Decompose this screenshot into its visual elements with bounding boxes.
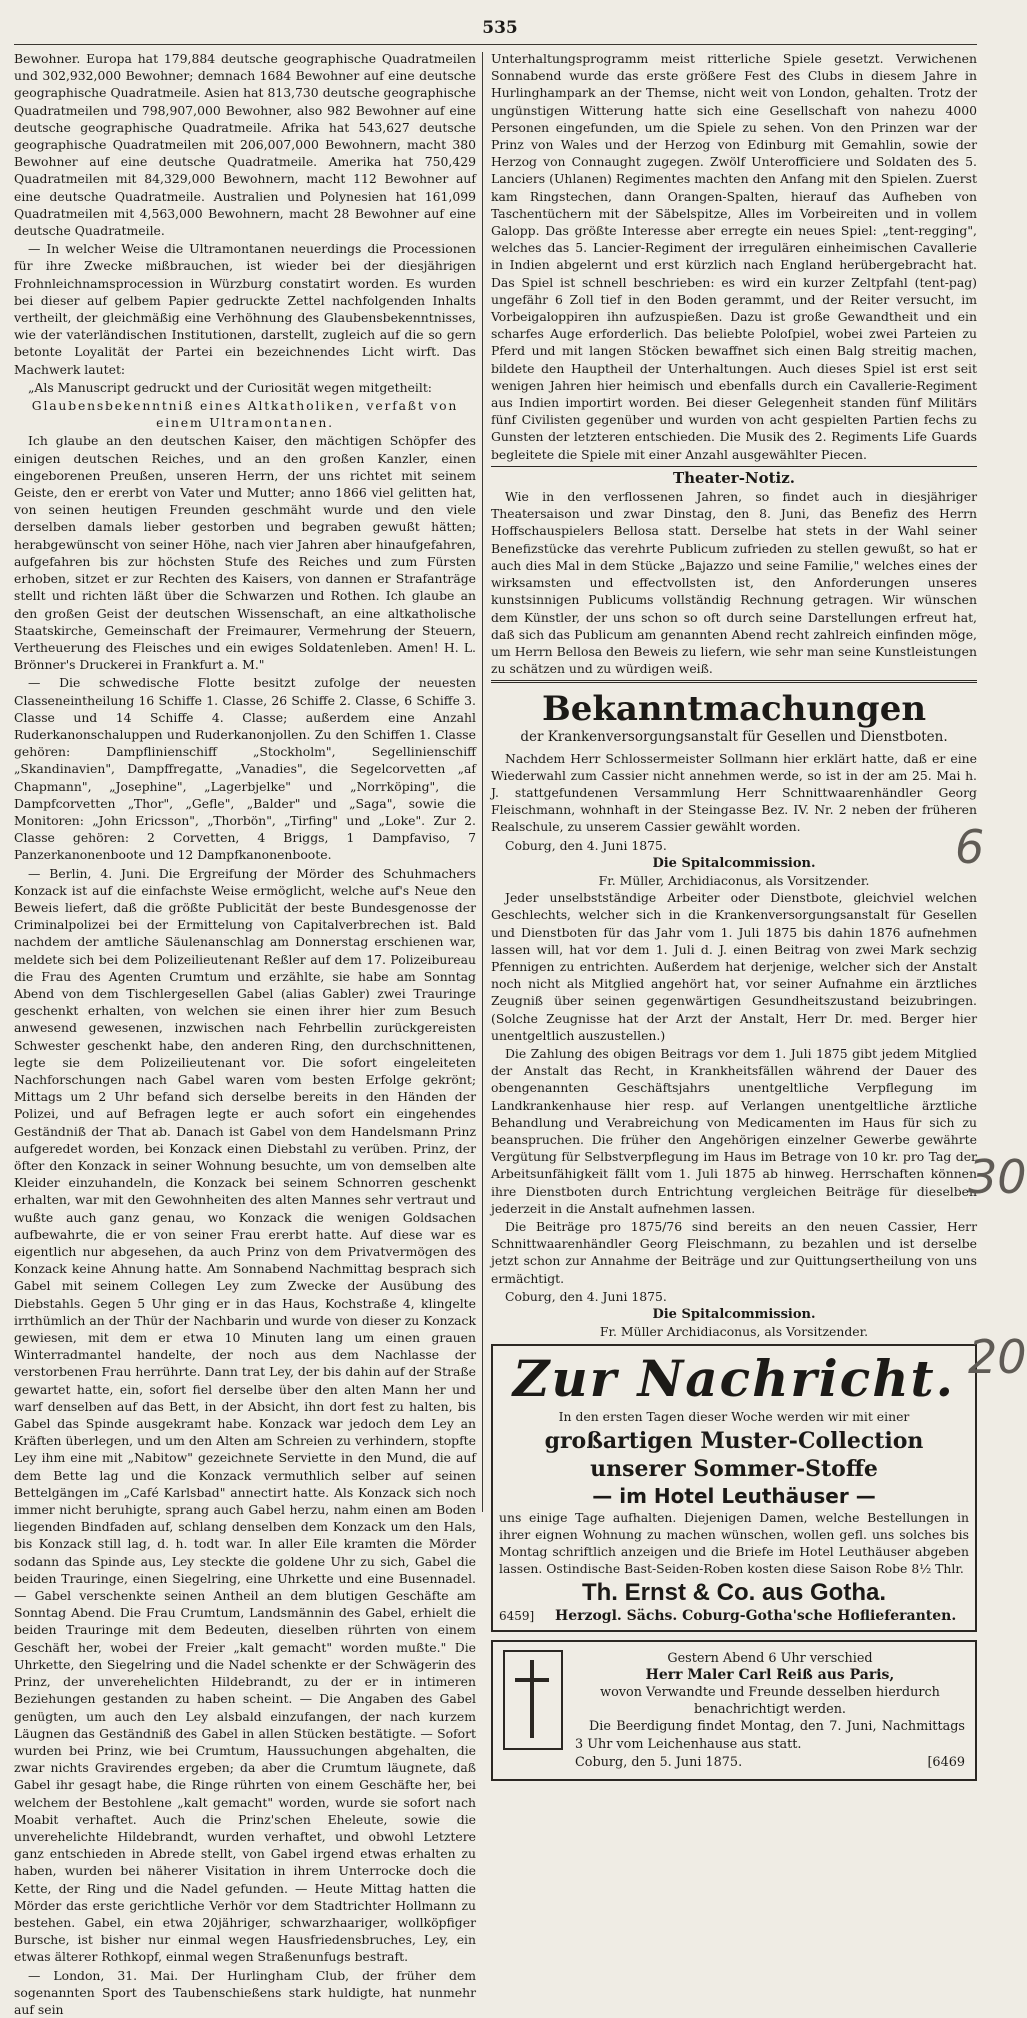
announcement-cashier: Nachdem Herr Schlossermeister Sollmann hier erklärt hatte, daß er eine Wiederwahl zum Cassier nicht annehmen werde, so ist in der am 25. Mai h. J. stattgefundenen Versammlung Herr Schnittwaarenhändler Georg Fleischmann, wohnhaft in der Steingasse Bez. IV. Nr. 2 neben der früheren Realschule, zu unserem Cassier gewählt worden. [491,750,977,835]
death-line-2: Herr Maler Carl Reiß aus Paris, [645,1666,895,1683]
announcement-signature-2: Die Spitalcommission. [652,1307,816,1323]
announcement-membership: Jeder unselbstständige Arbeiter oder Dienstbote, gleichviel welchen Geschlechts, welcher sich in die Krankenversorgungsanstalt für Gesellen und Dienstboten für das Jahr vom 1. Juli 1875 bis dahin 1876 aufnehmen lassen will, hat vor dem 1. Juli d. J. einen Beitrag von zwei Mark sechzig Pfennigen zu entrichten. Außerdem hat derjenige, welcher sich der Anstalt noch nicht als Mitglied angehört hat, vor seiner Aufnahme ein ärztliches Zeugniß über seinen gegenwärtigen Gesundheitszustand beizubringen. (Solche Zeugnisse hat der Arzt der Anstalt, Herr Dr. med. Berger hier unentgeltlich auszustellen.) [491,890,977,1043]
advertisement-firm: Th. Ernst & Co. aus Gotha. [581,1579,887,1607]
announcement-signature-1: Die Spitalcommission. [652,855,816,871]
death-line-4: Die Beerdigung findet Montag, den 7. Juni, Nachmittags 3 Uhr vom Leichenhause aus statt. [575,1719,965,1752]
announcements-heading: Bekanntmachungen [541,689,927,730]
announcement-signer-2: Fr. Müller Archidiaconus, als Vorsitzender. [599,1324,869,1340]
death-date: Coburg, den 5. Juni 1875. [575,1754,743,1770]
margin-note-2: 30 [968,1150,1027,1204]
column-divider [482,52,483,1512]
article-population: Bewohner. Europa hat 179,884 deutsche geographische Quadratmeilen und 302,932,000 Bewohner; demnach 1684 Bewohner auf eine deutsche geographische Quadratmeile. Asien hat 813,730 deutsche geographische Quadratmeilen und 798,907,000 Bewohner, also 982 Bewohner auf eine deutsche geographische Quadratmeile. Afrika hat 543,627 deutsche geographische Quadratmeilen mit 206,007,000 Bewohnern, macht 380 Bewohner auf eine deutsche Quadratmeile. Amerika hat 750,429 Quadratmeilen mit 84,329,000 Bewohnern, macht 112 Bewohner auf eine deutsche Quadratmeile. Australien und Polynesien hat 161,099 Quadratmeilen mit 4,563,000 Bewohnern, macht 28 Bewohner auf eine deutsche Quadratmeile. [14,51,476,239]
announcement-date-1: Coburg, den 4. Juni 1875. [505,837,667,853]
advertisement-line-1: In den ersten Tagen dieser Woche werden wir mit einer [558,1409,910,1425]
advertisement-hotel: — im Hotel Leuthäuser — [592,1483,876,1508]
article-berlin-murder: — Berlin, 4. Juni. Die Ergreifung der Mörder des Schuhmachers Konzack ist auf die einfachste Weise ermöglicht, welche auf's Neue den Beweis liefert, daß die größte Publicität der beste Bundesgenosse der Criminalpolizei bei der Ermittelung von Capitalverbrechen ist. Bald nachdem der amtliche Säulenanschlag am Donnerstag erschienen war, meldete sich bei dem Polizeilieutenant Reßler auf dem 17. Polizeibureau die Frau des Agenten Crumtum und erzählte, sie habe am Sonntag Abend von dem Tischlergesellen Gabel (alias Gabler) zwei Trauringe geschenkt erhalten, von welchen sie einen ihrer hier zum Besuch anwesend gewesenen, inzwischen nach Fehrbellin zurückgereisten Schwester geschenkt habe, den anderen Ring, den durchschnittenen, legte sie dem Polizeilieutenant vor. Die sofort eingeleiteten Nachforschungen nach Gabel waren vom besten Erfolge gekrönt; Mittags um 2 Uhr befand sich derselbe bereits in den Händen der Polizei, und auf Befragen legte er auch sofort ein eingehendes Geständniß der That ab. Danach ist Gabel von dem Handelsmann Prinz aufgeredet worden, bei Konzack einen Diebstahl zu verüben. Prinz, der öfter den Konzack in seiner Wohnung besuchte, um von demselben alte Kleider einzuhandeln, die Konzack bei seinem Schnorren geschenkt erhalten, war mit den Gewohnheiten des alten Mannes sehr vertraut und wußte auch ganz genau, wo Konzack die wenigen Goldsachen aufbewahrte, die er von seiner Frau ererbt hatte. Auf diese war es eigentlich nur abgesehen, da auch Prinz von dem Privatvermögen des Konzack keine Ahnung hatte. Am Sonnabend Nachmittag besprach sich Gabel mit seinem Collegen Ley zum Zwecke der Ausübung des Diebstahls. Gegen 5 Uhr ging er in das Haus, Kochstraße 4, klingelte irrthümlich an der Thür der Nachbarin und wurde von dieser zu Konzack gewiesen, mit dem er etwa 10 Minuten lang um einen grauen Winterradmantel handelte, der noch aus dem Nachlasse der verstorbenen Frau herrührte. Dann trat Ley, der bis dahin auf der Straße gewartet hatte, ein, sofort fiel derselbe über den alten Mann her und warf denselben auf das Bett, in der Absicht, ihn dort fest zu halten, bis Gabel das Spinde ausgekramt habe. Konzack war jedoch dem Ley an Kräften überlegen, und um den Alten am Schreien zu verhindern, stopfte Ley ihm eine mit „Nabitow" gezeichnete Serviette in den Mund, die auf dem Bette lag und die Konzack vermuthlich selber auf seinen Bettelgängen im „Café Karlsbad" annectirt hatte. Als Konzack sich noch immer nicht beruhigte, sprang auch Gabel herzu, nahm einen am Boden liegenden Bindfaden auf, schlang denselben dem Konzack um den Hals, bis Konzack still lag, d. h. todt war. In aller Eile kramten die Mörder sodann das Spinde aus, Ley steckte die goldene Uhr zu sich, Gabel die beiden Trauringe, einen Siegelring, eine Uhrkette und eine Busennadel. — Gabel verschenkte seinen Antheil an dem blutigen Geschäfte am Sonntag Abend. Die Frau Crumtum, Landsmännin des Gabel, erhielt die beiden Trauringe mit dem Bedeuten, dieselben rührten von einem Geschäft her, wobei der Freier „kalt gemacht" worden mußte." Die Uhrkette, den Siegelring und die Nadel schenkte er der Schwägerin des Prinz, der unverehelichten Hildebrandt, zu der er in intimeren Beziehungen gestanden zu haben scheint. — Die Angaben des Gabel genügten, um auch den Ley alsbald einzufangen, der nach kurzem Läugnen das Geständniß des Gabel in allen Stücken bestätigte. — Sofort wurden bei Prinz, wie bei Crumtum, Haussuchungen abgehalten, die zwar nichts Gravirendes ergeben; da aber die Crumtum läugnete, daß Gabel ihr gesagt habe, die Ringe rührten von einem Geschäfte her, bei welchem der Bestohlene „kalt gemacht" worden, wurde sie sofort nach Moabit verhaftet. Auch die Prinz'schen Eheleute, sowie die unverehelichte Hildebrandt, wurden verhaftet, und obwohl Letztere ganz entschieden in Abrede stellt, von Gabel irgend etwas erhalten zu haben, wurden bei näherer Visitation in ihrem Unterrocke doch die Kette, der Ring und die Nadel gefunden. — Heute Mittag hatten die Mörder das erste gerichtliche Verhör vor dem Stadtrichter Hollmann zu bestehen. Gabel, ein etwa 20jähriger, schwarzhaariger, wollköpfiger Bursche, ist bisher nur einmal wegen Hausfriedensbruches, Ley, ein etwas älterer Rothkopf, einmal wegen Straßenunfugs bestraft. [14,865,476,1965]
article-ultramontane-intro: — In welcher Weise die Ultramontanen neuerdings die Processionen für ihre Zwecke mißbrauchen, ist wieder bei der diesjährigen Frohnleichnamsprocession in Würzburg constatirt worden. Es wurden bei dieser auf gelbem Papier gedruckte Zettel nachfolgenden Inhalts vertheilt, der gleichmäßig eine Verhöhnung des Glaubensbekenntnisses, wie der vaterländischen Institutionen, darstellt, zugleich auf die so gern betonte Loyalität der Partei ein bezeichnendes Licht wirft. Das Machwerk lautet: [14,241,476,377]
announcement-contributions: Die Beiträge pro 1875/76 sind bereits an den neuen Cassier, Herr Schnittwaarenhändler Georg Fleischmann, zu bezahlen und ist derselbe jetzt schon zur Annahme der Beiträge und zur Quittungsertheilung von uns ermächtigt. [491,1219,977,1286]
header-rule [14,44,977,45]
margin-note-1: 6 [955,820,985,874]
advertisement-text: uns einige Tage aufhalten. Diejenigen Damen, welche Bestellungen in ihrer eignen Wohnung zu machen wünschen, wollen gefl. uns solches bis Montag schriftlich anzeigen und die Briefe im Hotel Leuthäuser abgeben lassen. Ostindische Bast-Seiden-Roben kosten diese Saison Robe 8½ Thlr. [499,1509,969,1577]
page-number: 535 [482,18,518,38]
creed-text: Ich glaube an den deutschen Kaiser, den mächtigen Schöpfer des einigen deutschen Reiches, und an den großen Kanzler, einen eingeborenen Preußen, unseren Herrn, der uns richtet mit seinem Geiste, den er ererbt von Vater und Mutter; anno 1866 viel gelitten hat, von seinen heutigen Freunden geschmäht wurde und den viele derselben damals lieber gestorben und begraben gewußt hätten; herabgewünscht von seiner Höhe, nach vier Jahren aber hinaufgefahren, aufgefahren bis zur höchsten Stufe des Reiches und zum Fürsten erhoben, sitzet er zur Rechten des Kaisers, von dannen er Strafanträge stellt und richten läßt über die Schwarzen und Rothen. Ich glaube an den großen Geist der deutschen Wissenschaft, an eine altkatholische Staatskirche, Gemeinschaft der Freimaurer, Vermehrung der Steuern, Vertheuerung des Fleisches und ein ewiges Soldatenleben. Amen! H. L. Brönner's Druckerei in Frankfurt a. M." [14,433,476,673]
death-line-1: Gestern Abend 6 Uhr verschied [667,1650,873,1666]
announcement-date-2: Coburg, den 4. Juni 1875. [505,1288,667,1304]
advertisement-collection: großartigen Muster-Collection unserer Sommer-Stoffe [544,1427,924,1482]
advertisement-box [491,1344,977,1631]
advertisement-heading: Zur Nachricht. [512,1349,956,1409]
cross-icon [503,1650,563,1750]
advertisement-purveyor: Herzogl. Sächs. Coburg-Gotha'sche Hoflieferanten. [555,1608,957,1625]
theater-text: Wie in den verflossenen Jahren, so findet auch in diesjähriger Theatersaison und zwar Dinstag, den 8. Juni, das Benefiz des Herrn Hoffschauspielers Bellosa statt. Derselbe hat stets in der Wahl seiner Benefizstücke das verehrte Publicum zufrieden zu stellen gewußt, so hat er auch dies Mal in dem Stücke „Bajazzo und seine Familie," welches eines der wirksamsten und effectvollsten ist, den Anforderungen unseres kunstsinnigen Publicums vollständig Rechnung getragen. Wir wünschen dem Künstler, der uns schon so oft durch seine Darstellungen erfreut hat, daß sich das Publicum am genannten Abend recht zahlreich einfinden möge, um Herrn Bellosa den Beweis zu liefern, wie sehr man seine Kunstleistungen zu schätzen und zu würdigen weiß. [491,489,977,677]
advertisement-number: 6459] [499,1609,535,1624]
section-rule-double [491,680,977,683]
death-line-3: wovon Verwandte und Freunde desselben hierdurch benachrichtigt werden. [600,1685,940,1718]
theater-heading: Theater-Notiz. [672,468,795,487]
right-column [491,50,977,1770]
death-number: [6469 [927,1754,965,1770]
announcement-payment: Die Zahlung des obigen Beitrags vor dem 1. Juli 1875 gibt jedem Mitglied der Anstalt das Recht, in Krankheitsfällen während der Dauer des obengenannten Geschäftsjahrs unentgeltliche Verpflegung im Landkrankenhause hier resp. auf Verlangen unentgeltliche ärztliche Behandlung und Verabreichung von Medicamenten im Haus für sich zu beanspruchen. Die früher den Angehörigen einzelner Gewerbe gewährte Vergütung für Selbstverpflegung im Haus im Betrage von 10 kr. pro Tag der Arbeitsunfähigkeit fällt vom 1. Juli 1875 ab hinweg. Herrschaften können ihre Dienstboten durch Entrichtung vergleichen Beiträge für dieselben jederzeit in die Anstalt aufnehmen lassen. [491,1045,977,1216]
announcements-subheading: der Krankenversorgungsanstalt für Gesellen und Dienstboten. [520,729,948,746]
section-rule [491,466,977,467]
death-notice-text [575,1650,965,1771]
article-swedish-fleet: — Die schwedische Flotte besitzt zufolge der neuesten Classeneintheilung 16 Schiffe 1. Classe, 26 Schiffe 2. Classe, 6 Schiffe 3. Classe und 14 Schiffe 4. Classe; außerdem eine Anzahl Ruderkanonschaluppen und Ruderkanonjollen. Zu den Schiffen 1. Classe gehören: Dampflinienschiff „Stockholm", Segellinienschiff „Skandinavien", Dampffregatte, „Vanadies", die Segelcorvetten „af Chapmann", „Josephine", „Lagerbjelke" und „Norrköping", die Dampfcorvetten „Thor", „Gefle", „Balder" und „Saga", sowie die Monitoren: „John Ericsson", „Thorbön", „Tirfing" und „Loke". Zur 2. Classe gehören: 2 Corvetten, 4 Briggs, 1 Dampfaviso, 7 Panzerkanonenboote und 12 Dampfkanonenboote. [14,675,476,863]
announcement-signer-1: Fr. Müller, Archidiaconus, als Vorsitzender. [598,872,870,888]
advertisement-footer [499,1608,969,1625]
death-footer [575,1754,965,1771]
article-manuscript-note: „Als Manuscript gedruckt und der Curiosität wegen mitgetheilt: [28,379,432,395]
left-column [14,50,476,2017]
article-london: — London, 31. Mai. Der Hurlingham Club, der früher dem sogenannten Sport des Taubenschießens stark huldigte, hat nunmehr auf sein [14,1967,476,2017]
article-hurlingham: Unterhaltungsprogramm meist ritterliche Spiele gesetzt. Verwichenen Sonnabend wurde das erste größere Fest des Clubs in diesem Jahre in Hurlinghampark an der Themse, nicht weit von London, gehalten. Trotz der ungünstigen Witterung hatte sich eine Gesellschaft von nahezu 4000 Personen eingefunden, um die Spiele zu sehen. Von den Prinzen war der Prinz von Wales und der Herzog von Edinburg mit Gemahlin, sowie der Herzog von Connaught zugegen. Zwölf Unterofficiere und Soldaten des 5. Lanciers (Uhlanen) Regimentes machten den Anfang mit den Spielen. Zuerst kam Ringstechen, dann Orangen-Spalten, hierauf das Aufheben von Taschentüchern mit der Säbelspitze, Alles im Vorbeireiten und in vollem Galopp. Das größte Interesse aber erregte ein neues Spiel: „tent-regging", welches das 5. Lancier-Regiment der irregulären einheimischen Cavallerie in Indien abgelernt und erst kürzlich nach England herübergebracht hat. Das Spiel ist schnell beschrieben: es wird ein kurzer Zeltpfahl (tent-pag) ungefähr 6 Zoll tief in den Boden gerammt, und der Reiter versucht, im Vorbeigaloppiren ihn aufzuspießen. Dazu ist große Gewandtheit und ein scharfes Auge erforderlich. Das beliebte Poloſpiel, wobei zwei Parteien zu Pferd und mit langen Stöcken bewaffnet sich einen Balg streitig machen, bildete den Hauptheil der Unterhaltungen. Auch dieses Spiel ist erst seit wenigen Jahren hier heimisch und ebenfalls durch ein Cavallerie-Regiment aus Indien importirt worden. Bei dieser Gelegenheit standen fünf Militärs fünf Civilisten gegenüber und wurden von acht gespielten Partien fechs zu Gunsten der letzteren entschieden. Die Musik des 2. Regiments Life Guards begleitete die Spiele mit einer Anzahl ausgewählter Piecen. [491,51,977,462]
death-notice [491,1640,977,1781]
margin-note-3: 20 [968,1330,1027,1384]
creed-title: Glaubensbekenntniß eines Altkatholiken, verfaßt von einem Ultramontanen. [31,398,459,431]
